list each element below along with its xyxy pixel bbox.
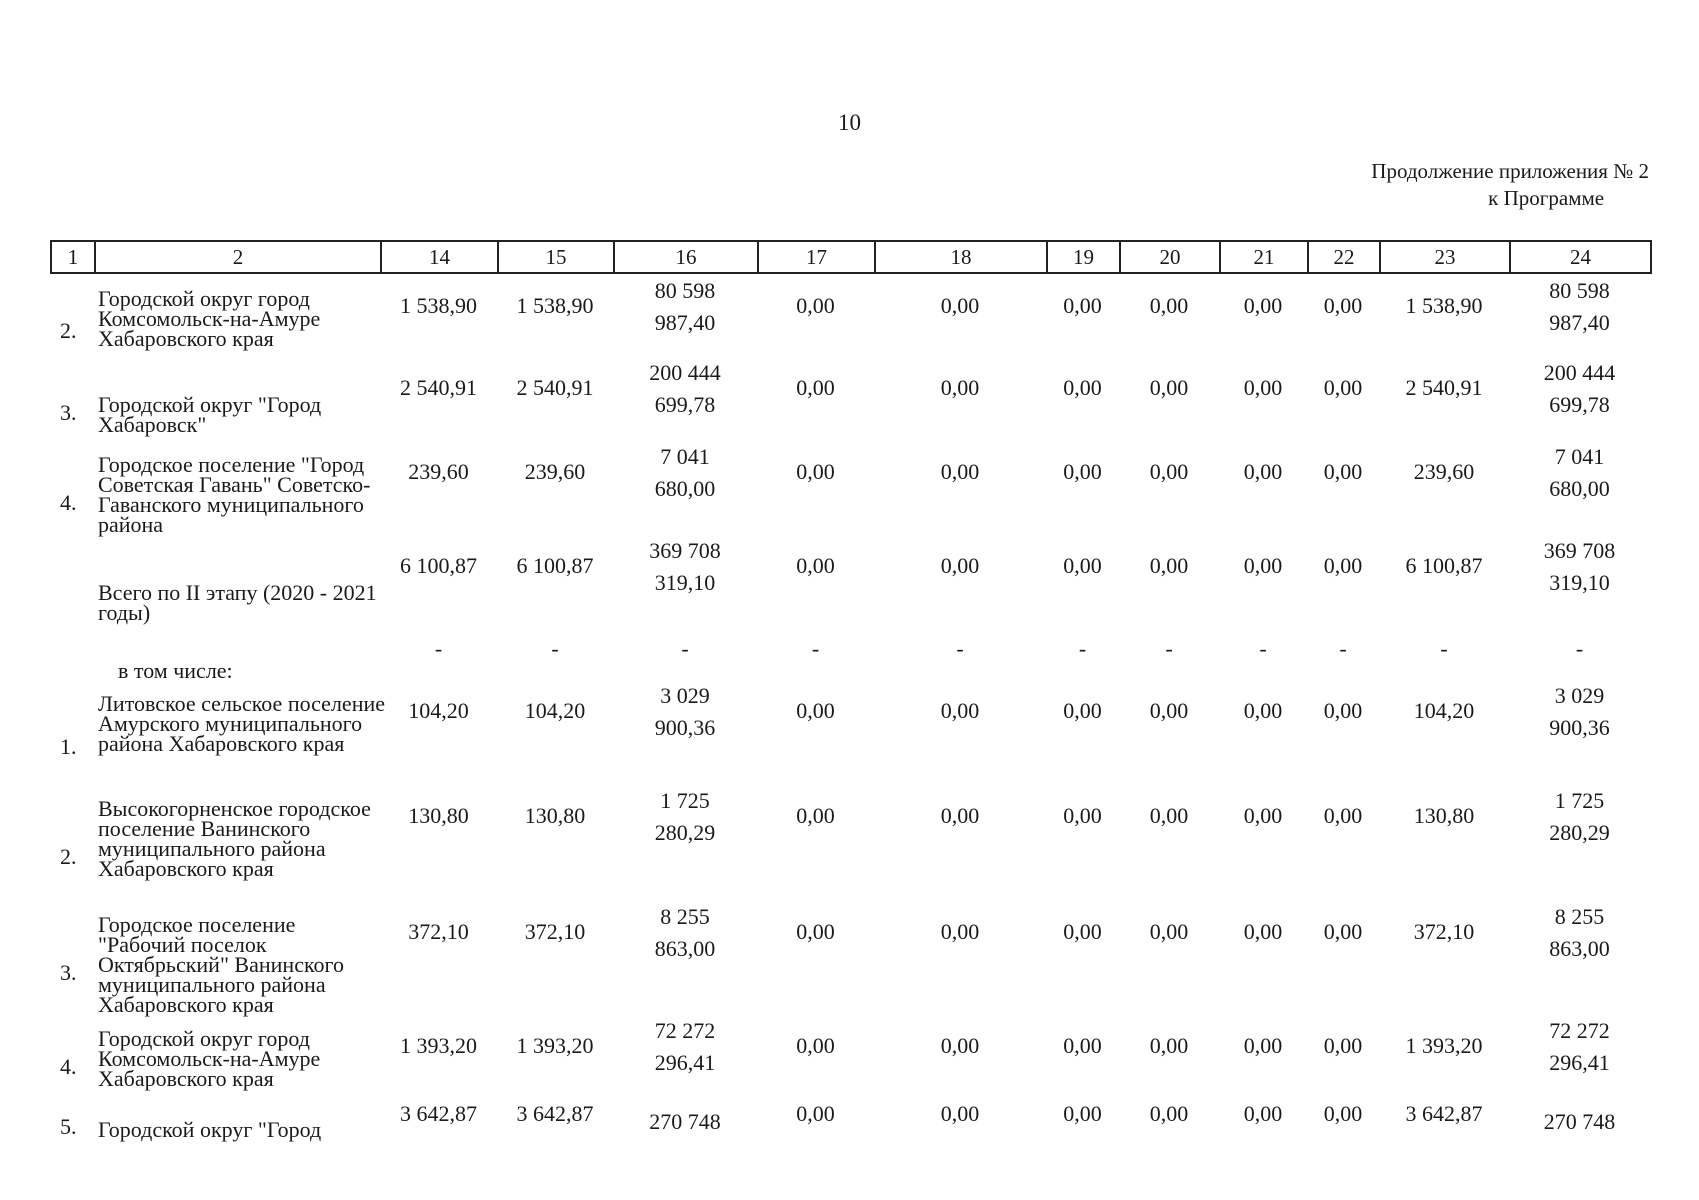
col16-value-part1: 200 444 bbox=[649, 360, 721, 385]
col24-value-part1: 200 444 bbox=[1543, 360, 1616, 385]
col16-value-part2: 699,78 bbox=[654, 392, 716, 417]
col24-value-part1: 1 725 bbox=[1554, 788, 1605, 813]
row-name: Высокогорненское городское поселение Ванинского муниципального района Хабаровского края bbox=[98, 796, 371, 881]
col16-value-part1: 80 598 bbox=[654, 278, 716, 303]
col23-value: 6 100,87 bbox=[1405, 553, 1483, 578]
column-number-header bbox=[50, 240, 1652, 274]
col22-value: 0,00 bbox=[1323, 803, 1363, 828]
col14-value: 6 100,87 bbox=[400, 553, 477, 578]
col17-value: 0,00 bbox=[796, 293, 835, 318]
col15-value: 1 393,20 bbox=[516, 1033, 594, 1058]
row-index: 3. bbox=[60, 400, 77, 425]
col22-value: 0,00 bbox=[1323, 293, 1363, 318]
col18-value: 0,00 bbox=[940, 919, 980, 944]
col16-value-part2: 680,00 bbox=[654, 476, 716, 501]
header-cell: 22 bbox=[1308, 241, 1380, 273]
col24-value-part1: 270 748 bbox=[1543, 1109, 1616, 1134]
col17-value: 0,00 bbox=[796, 803, 835, 828]
col17-value: 0,00 bbox=[796, 1101, 835, 1126]
header-cell: 20 bbox=[1120, 241, 1220, 273]
dash-cell: - bbox=[956, 636, 964, 661]
header-cell: 18 bbox=[875, 241, 1047, 273]
col16-value-part1: 270 748 bbox=[649, 1109, 721, 1134]
col22-value: 0,00 bbox=[1323, 553, 1363, 578]
col19-value: 0,00 bbox=[1063, 459, 1102, 484]
col16-value-part2: 863,00 bbox=[654, 936, 716, 961]
row-index: 3. bbox=[60, 960, 77, 985]
dash-cell: - bbox=[1339, 636, 1347, 661]
col18-value: 0,00 bbox=[940, 1101, 980, 1126]
col20-value: 0,00 bbox=[1149, 375, 1189, 400]
col19-value: 0,00 bbox=[1063, 1101, 1102, 1126]
col15-value: 3 642,87 bbox=[516, 1101, 594, 1126]
dash-cell: - bbox=[1078, 636, 1087, 661]
col24-value-part2: 296,41 bbox=[1549, 1050, 1610, 1075]
col16-value-part1: 1 725 bbox=[660, 788, 710, 813]
table-row bbox=[50, 360, 1650, 445]
col20-value: 0,00 bbox=[1149, 698, 1189, 723]
table-row bbox=[50, 278, 1650, 363]
col21-value: 0,00 bbox=[1243, 1101, 1283, 1126]
table-row bbox=[50, 904, 1650, 1021]
col17-value: 0,00 bbox=[796, 459, 835, 484]
col18-value: 0,00 bbox=[940, 375, 980, 400]
col19-value: 0,00 bbox=[1063, 293, 1102, 318]
col22-value: 0,00 bbox=[1323, 698, 1363, 723]
col19-value: 0,00 bbox=[1063, 553, 1102, 578]
col18-value: 0,00 bbox=[940, 698, 980, 723]
col23-value: 130,80 bbox=[1413, 803, 1475, 828]
col16-value-part1: 8 255 bbox=[660, 904, 710, 929]
header-cell: 16 bbox=[614, 241, 758, 273]
col21-value: 0,00 bbox=[1243, 293, 1283, 318]
header-cell: 21 bbox=[1220, 241, 1308, 273]
col24-value-part2: 319,10 bbox=[1549, 570, 1610, 595]
col19-value: 0,00 bbox=[1063, 919, 1102, 944]
row-index: 5. bbox=[60, 1114, 77, 1139]
appendix-line-2: к Программе bbox=[1488, 186, 1605, 210]
row-name: в том числе: bbox=[118, 657, 233, 683]
row-name: Городское поселение "Рабочий поселок Октябрьский" Ванинского муниципального района Хабаровского края bbox=[98, 912, 345, 1017]
col14-value: 239,60 bbox=[408, 459, 469, 484]
row-name: Городской округ "Город bbox=[98, 1117, 322, 1142]
col15-value: 6 100,87 bbox=[516, 553, 594, 578]
col19-value: 0,00 bbox=[1063, 803, 1102, 828]
row-index: 2. bbox=[60, 844, 77, 869]
row-name: Городской округ "Город Хабаровск" bbox=[98, 392, 322, 437]
header-cell: 24 bbox=[1510, 241, 1651, 273]
dash-cell: - bbox=[1440, 636, 1448, 661]
col18-value: 0,00 bbox=[940, 293, 980, 318]
col20-value: 0,00 bbox=[1149, 919, 1189, 944]
col20-value: 0,00 bbox=[1149, 459, 1189, 484]
col20-value: 0,00 bbox=[1149, 803, 1189, 828]
row-index: 4. bbox=[60, 1054, 77, 1079]
col24-value-part1: 72 272 bbox=[1549, 1018, 1610, 1043]
col21-value: 0,00 bbox=[1243, 803, 1283, 828]
col14-value: 1 393,20 bbox=[400, 1033, 477, 1058]
col23-value: 3 642,87 bbox=[1405, 1101, 1483, 1126]
table-row bbox=[50, 1100, 1650, 1140]
table-row bbox=[50, 683, 1650, 790]
col24-value-part1: 8 255 bbox=[1554, 904, 1605, 929]
col16-value-part1: 72 272 bbox=[654, 1018, 716, 1043]
col15-value: 372,10 bbox=[524, 919, 586, 944]
dash-cell: - bbox=[1575, 636, 1584, 661]
col21-value: 0,00 bbox=[1243, 1033, 1283, 1058]
col24-value-part1: 369 708 bbox=[1543, 538, 1616, 563]
col19-value: 0,00 bbox=[1063, 698, 1102, 723]
header-cell: 23 bbox=[1380, 241, 1510, 273]
col22-value: 0,00 bbox=[1323, 1033, 1363, 1058]
row-index: 2. bbox=[60, 318, 77, 343]
dash-cell: - bbox=[811, 636, 820, 661]
col17-value: 0,00 bbox=[796, 1033, 835, 1058]
table-row bbox=[50, 636, 1650, 681]
row-name: Литовское сельское поселение Амурского муниципального района Хабаровского края bbox=[98, 691, 385, 756]
col24-value-part1: 3 029 bbox=[1554, 683, 1605, 708]
col15-value: 104,20 bbox=[524, 698, 586, 723]
col24-value-part2: 280,29 bbox=[1549, 820, 1610, 845]
col18-value: 0,00 bbox=[940, 553, 980, 578]
col14-value: 104,20 bbox=[408, 698, 469, 723]
row-name: Всего по II этапу (2020 - 2021 годы) bbox=[98, 580, 377, 625]
col23-value: 1 538,90 bbox=[1405, 293, 1483, 318]
col17-value: 0,00 bbox=[796, 919, 835, 944]
col21-value: 0,00 bbox=[1243, 698, 1283, 723]
table-row bbox=[50, 444, 1650, 541]
col14-value: 130,80 bbox=[408, 803, 469, 828]
appendix-heading bbox=[1371, 158, 1649, 212]
row-name: Городской округ город Комсомольск-на-Амуре Хабаровского края bbox=[98, 286, 321, 351]
header-cell: 1 bbox=[51, 241, 95, 273]
col22-value: 0,00 bbox=[1323, 375, 1363, 400]
header-cell: 2 bbox=[95, 241, 381, 273]
col17-value: 0,00 bbox=[796, 698, 835, 723]
col16-value-part2: 319,10 bbox=[654, 570, 716, 595]
col23-value: 372,10 bbox=[1413, 919, 1475, 944]
col20-value: 0,00 bbox=[1149, 1101, 1189, 1126]
col14-value: 3 642,87 bbox=[400, 1101, 477, 1126]
dash-cell: - bbox=[551, 636, 559, 661]
col23-value: 239,60 bbox=[1413, 459, 1475, 484]
table-row bbox=[50, 788, 1650, 905]
col21-value: 0,00 bbox=[1243, 919, 1283, 944]
col20-value: 0,00 bbox=[1149, 1033, 1189, 1058]
row-index: 1. bbox=[60, 734, 77, 759]
col15-value: 239,60 bbox=[524, 459, 586, 484]
dash-cell: - bbox=[434, 636, 443, 661]
col17-value: 0,00 bbox=[796, 553, 835, 578]
col23-value: 104,20 bbox=[1413, 698, 1475, 723]
col24-value-part2: 680,00 bbox=[1549, 476, 1610, 501]
col24-value-part2: 863,00 bbox=[1549, 936, 1610, 961]
appendix-line-1: Продолжение приложения № 2 bbox=[1371, 159, 1649, 183]
col16-value-part1: 7 041 bbox=[660, 444, 710, 469]
col18-value: 0,00 bbox=[940, 803, 980, 828]
table-row bbox=[50, 1018, 1650, 1095]
col19-value: 0,00 bbox=[1063, 375, 1102, 400]
col16-value-part1: 369 708 bbox=[649, 538, 721, 563]
col24-value-part1: 7 041 bbox=[1554, 444, 1605, 469]
col20-value: 0,00 bbox=[1149, 293, 1189, 318]
col16-value-part1: 3 029 bbox=[660, 683, 710, 708]
col19-value: 0,00 bbox=[1063, 1033, 1102, 1058]
col21-value: 0,00 bbox=[1243, 553, 1283, 578]
col22-value: 0,00 bbox=[1323, 919, 1363, 944]
row-index: 4. bbox=[60, 490, 77, 515]
header-cell: 15 bbox=[498, 241, 614, 273]
col22-value: 0,00 bbox=[1323, 459, 1363, 484]
col16-value-part2: 987,40 bbox=[654, 310, 716, 335]
col21-value: 0,00 bbox=[1243, 375, 1283, 400]
col15-value: 1 538,90 bbox=[516, 293, 594, 318]
col16-value-part2: 280,29 bbox=[654, 820, 716, 845]
col24-value-part2: 987,40 bbox=[1549, 310, 1610, 335]
page-number: 10 bbox=[838, 110, 861, 135]
col15-value: 2 540,91 bbox=[516, 375, 594, 400]
header-cell: 17 bbox=[758, 241, 875, 273]
header-cell: 14 bbox=[381, 241, 498, 273]
col23-value: 1 393,20 bbox=[1405, 1033, 1483, 1058]
dash-cell: - bbox=[681, 636, 689, 661]
col20-value: 0,00 bbox=[1149, 553, 1189, 578]
col18-value: 0,00 bbox=[940, 1033, 980, 1058]
col15-value: 130,80 bbox=[524, 803, 586, 828]
col16-value-part2: 900,36 bbox=[654, 715, 716, 740]
col24-value-part2: 900,36 bbox=[1549, 715, 1610, 740]
col23-value: 2 540,91 bbox=[1405, 375, 1483, 400]
col21-value: 0,00 bbox=[1243, 459, 1283, 484]
col16-value-part2: 296,41 bbox=[654, 1050, 716, 1075]
header-cell: 19 bbox=[1047, 241, 1120, 273]
row-name: Городское поселение "Город Советская Гавань" Советско-Гаванского муниципального района bbox=[98, 452, 371, 537]
col24-value-part1: 80 598 bbox=[1549, 278, 1610, 303]
col14-value: 2 540,91 bbox=[400, 375, 477, 400]
col18-value: 0,00 bbox=[940, 459, 980, 484]
row-name: Городской округ город Комсомольск-на-Амуре Хабаровского края bbox=[98, 1026, 321, 1091]
col14-value: 1 538,90 bbox=[400, 293, 477, 318]
dash-cell: - bbox=[1259, 636, 1267, 661]
table-row bbox=[50, 538, 1650, 625]
col24-value-part2: 699,78 bbox=[1549, 392, 1610, 417]
col14-value: 372,10 bbox=[408, 919, 469, 944]
col22-value: 0,00 bbox=[1323, 1101, 1363, 1126]
col17-value: 0,00 bbox=[796, 375, 835, 400]
dash-cell: - bbox=[1165, 636, 1173, 661]
